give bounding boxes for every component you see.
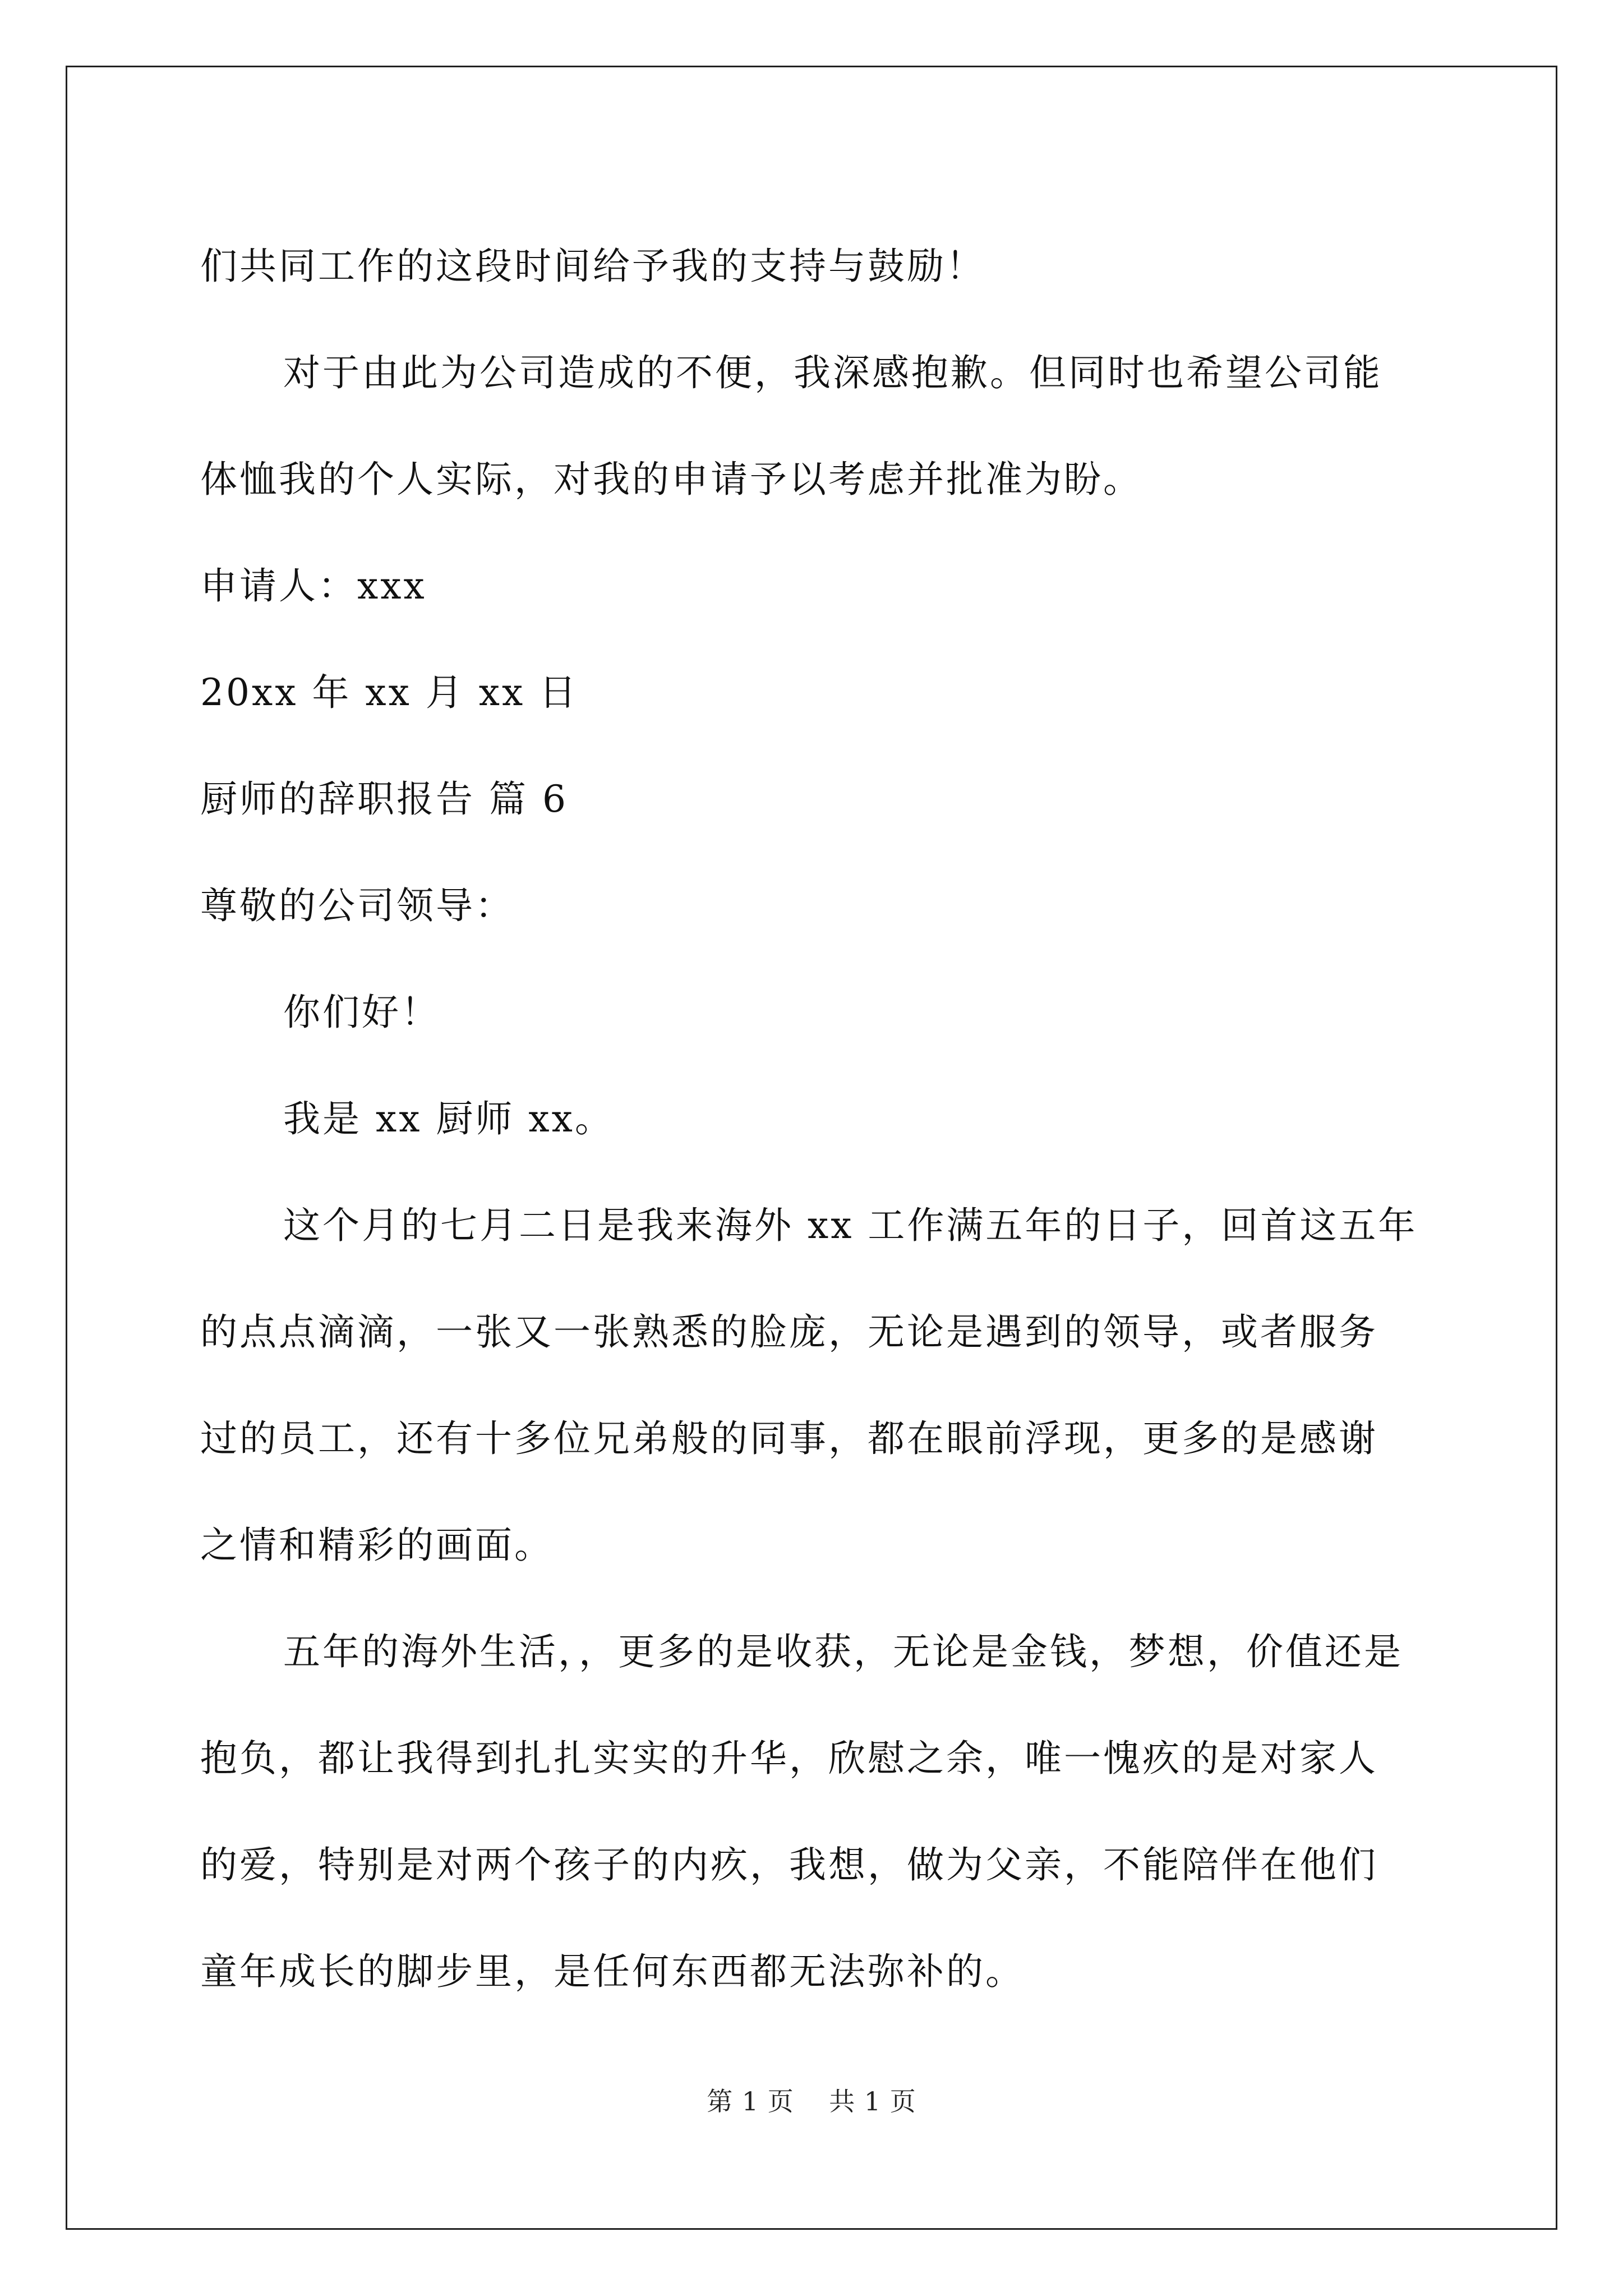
section-heading: 厨师的辞职报告 篇 6 (200, 777, 568, 821)
page-number-total: 共 1 页 (829, 2086, 916, 2116)
applicant-line: 申请人：xxx (200, 564, 427, 608)
salutation: 尊敬的公司领导： (200, 884, 514, 927)
text-line-12: 过的员工，还有十多位兄弟般的同事，都在眼前浮现，更多的是感谢 (200, 1417, 1378, 1460)
text-line-1: 们共同工作的这段时间给予我的支持与鼓励！ (200, 245, 985, 288)
text-line-10: 这个月的七月二日是我来海外 xx 工作满五年的日子，回首这五年 (283, 1204, 1418, 1247)
date-line: 20xx 年 xx 月 xx 日 (200, 671, 579, 714)
text-line-13: 之情和精彩的画面。 (200, 1524, 554, 1567)
text-line-15: 抱负，都让我得到扎扎实实的升华，欣慰之余，唯一愧疚的是对家人 (200, 1737, 1378, 1780)
text-line-11: 的点点滴滴，一张又一张熟悉的脸庞，无论是遇到的领导，或者服务 (200, 1310, 1378, 1354)
text-line-16: 的爱，特别是对两个孩子的内疚，我想，做为父亲，不能陪伴在他们 (200, 1843, 1378, 1887)
document-body (200, 213, 1434, 2025)
text-line-2: 对于由此为公司造成的不便，我深感抱歉。但同时也希望公司能 (283, 351, 1382, 394)
text-line-14: 五年的海外生活，，更多的是收获，无论是金钱，梦想，价值还是 (283, 1630, 1403, 1673)
page-number-current: 第 1 页 (707, 2086, 794, 2116)
greeting: 你们好！ (283, 991, 440, 1034)
page-footer (0, 2081, 1623, 2118)
text-line-17: 童年成长的脚步里，是任何东西都无法弥补的。 (200, 1950, 1025, 1993)
text-line-3: 体恤我的个人实际，对我的申请予以考虑并批准为盼。 (200, 458, 1142, 501)
self-introduction: 我是 xx 厨师 xx。 (283, 1097, 614, 1140)
